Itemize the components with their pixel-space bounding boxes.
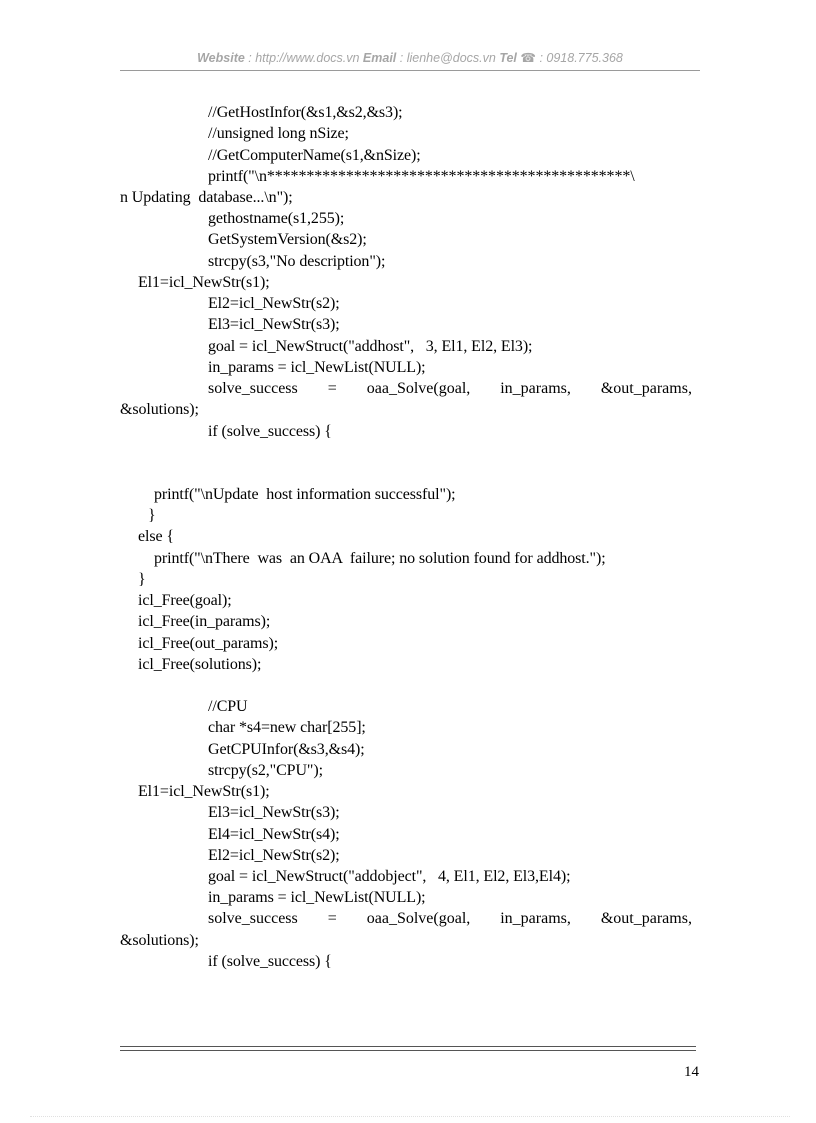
code-line: printf("\nUpdate host information successful");: [154, 486, 456, 503]
code-line: &solutions);: [120, 932, 199, 949]
code-line: goal = icl_NewStruct("addobject", 4, El1, El2, El3,El4);: [208, 868, 571, 885]
code-line: El3=icl_NewStr(s3);: [208, 316, 340, 333]
code-line: strcpy(s2,"CPU");: [208, 762, 323, 779]
email-label: Email: [362, 51, 397, 65]
code-line: //CPU: [208, 698, 248, 715]
code-line: else {: [138, 528, 174, 545]
code-line: //GetHostInfor(&s1,&s2,&s3);: [208, 104, 403, 121]
page-number: 14: [684, 1064, 699, 1080]
phone-icon: ☎: [520, 51, 536, 65]
code-line: El1=icl_NewStr(s1);: [138, 783, 270, 800]
code-line: if (solve_success) {: [208, 423, 332, 440]
code-line-justified: [208, 379, 692, 399]
code-line: &solutions);: [120, 401, 199, 418]
code-line: }: [148, 507, 156, 524]
code-token: =: [327, 910, 337, 927]
code-line: El4=icl_NewStr(s4);: [208, 826, 340, 843]
website-value: : http://www.docs.vn: [244, 51, 363, 65]
code-token: oaa_Solve(goal,: [366, 910, 471, 927]
code-line: //GetComputerName(s1,&nSize);: [208, 147, 421, 164]
code-line: printf("\nThere was an OAA failure; no solution found for addhost.");: [154, 550, 606, 567]
code-line: El3=icl_NewStr(s3);: [208, 804, 340, 821]
page-bottom-border: [30, 1116, 790, 1117]
code-line: strcpy(s3,"No description");: [208, 253, 386, 270]
code-token: in_params,: [500, 380, 571, 397]
code-token: &out_params,: [600, 910, 692, 927]
code-line: El2=icl_NewStr(s2);: [208, 847, 340, 864]
code-token: solve_success: [208, 910, 298, 927]
page-header: [120, 50, 700, 65]
footer-rule: [120, 1046, 696, 1047]
email-value: : lienhe@docs.vn: [396, 51, 500, 65]
code-line: n Updating database...\n");: [120, 189, 293, 206]
footer-rule: [120, 1050, 696, 1051]
code-line: icl_Free(out_params);: [138, 635, 279, 652]
code-line: goal = icl_NewStruct("addhost", 3, El1, El2, El3);: [208, 338, 533, 355]
code-token: &out_params,: [600, 380, 692, 397]
code-line: //unsigned long nSize;: [208, 125, 349, 142]
header-rule: [120, 70, 700, 71]
code-line: icl_Free(in_params);: [138, 613, 271, 630]
code-line: in_params = icl_NewList(NULL);: [208, 359, 426, 376]
code-line: icl_Free(goal);: [138, 592, 232, 609]
website-label: Website: [197, 51, 245, 65]
code-line: in_params = icl_NewList(NULL);: [208, 889, 426, 906]
code-line: char *s4=new char[255];: [208, 719, 366, 736]
tel-label: Tel: [499, 51, 517, 65]
code-line: El2=icl_NewStr(s2);: [208, 295, 340, 312]
code-line-justified: [208, 909, 692, 929]
code-line: GetCPUInfor(&s3,&s4);: [208, 741, 365, 758]
code-line: printf("\n**********************************************\: [208, 168, 635, 185]
code-line: El1=icl_NewStr(s1);: [138, 274, 270, 291]
code-line: icl_Free(solutions);: [138, 656, 262, 673]
code-line: if (solve_success) {: [208, 953, 332, 970]
code-token: oaa_Solve(goal,: [366, 380, 471, 397]
code-token: solve_success: [208, 380, 298, 397]
code-line: gethostname(s1,255);: [208, 210, 345, 227]
code-line: GetSystemVersion(&s2);: [208, 231, 367, 248]
code-line: }: [138, 571, 146, 588]
tel-value: : 0918.775.368: [535, 51, 623, 65]
code-token: in_params,: [500, 910, 571, 927]
code-token: =: [327, 380, 337, 397]
